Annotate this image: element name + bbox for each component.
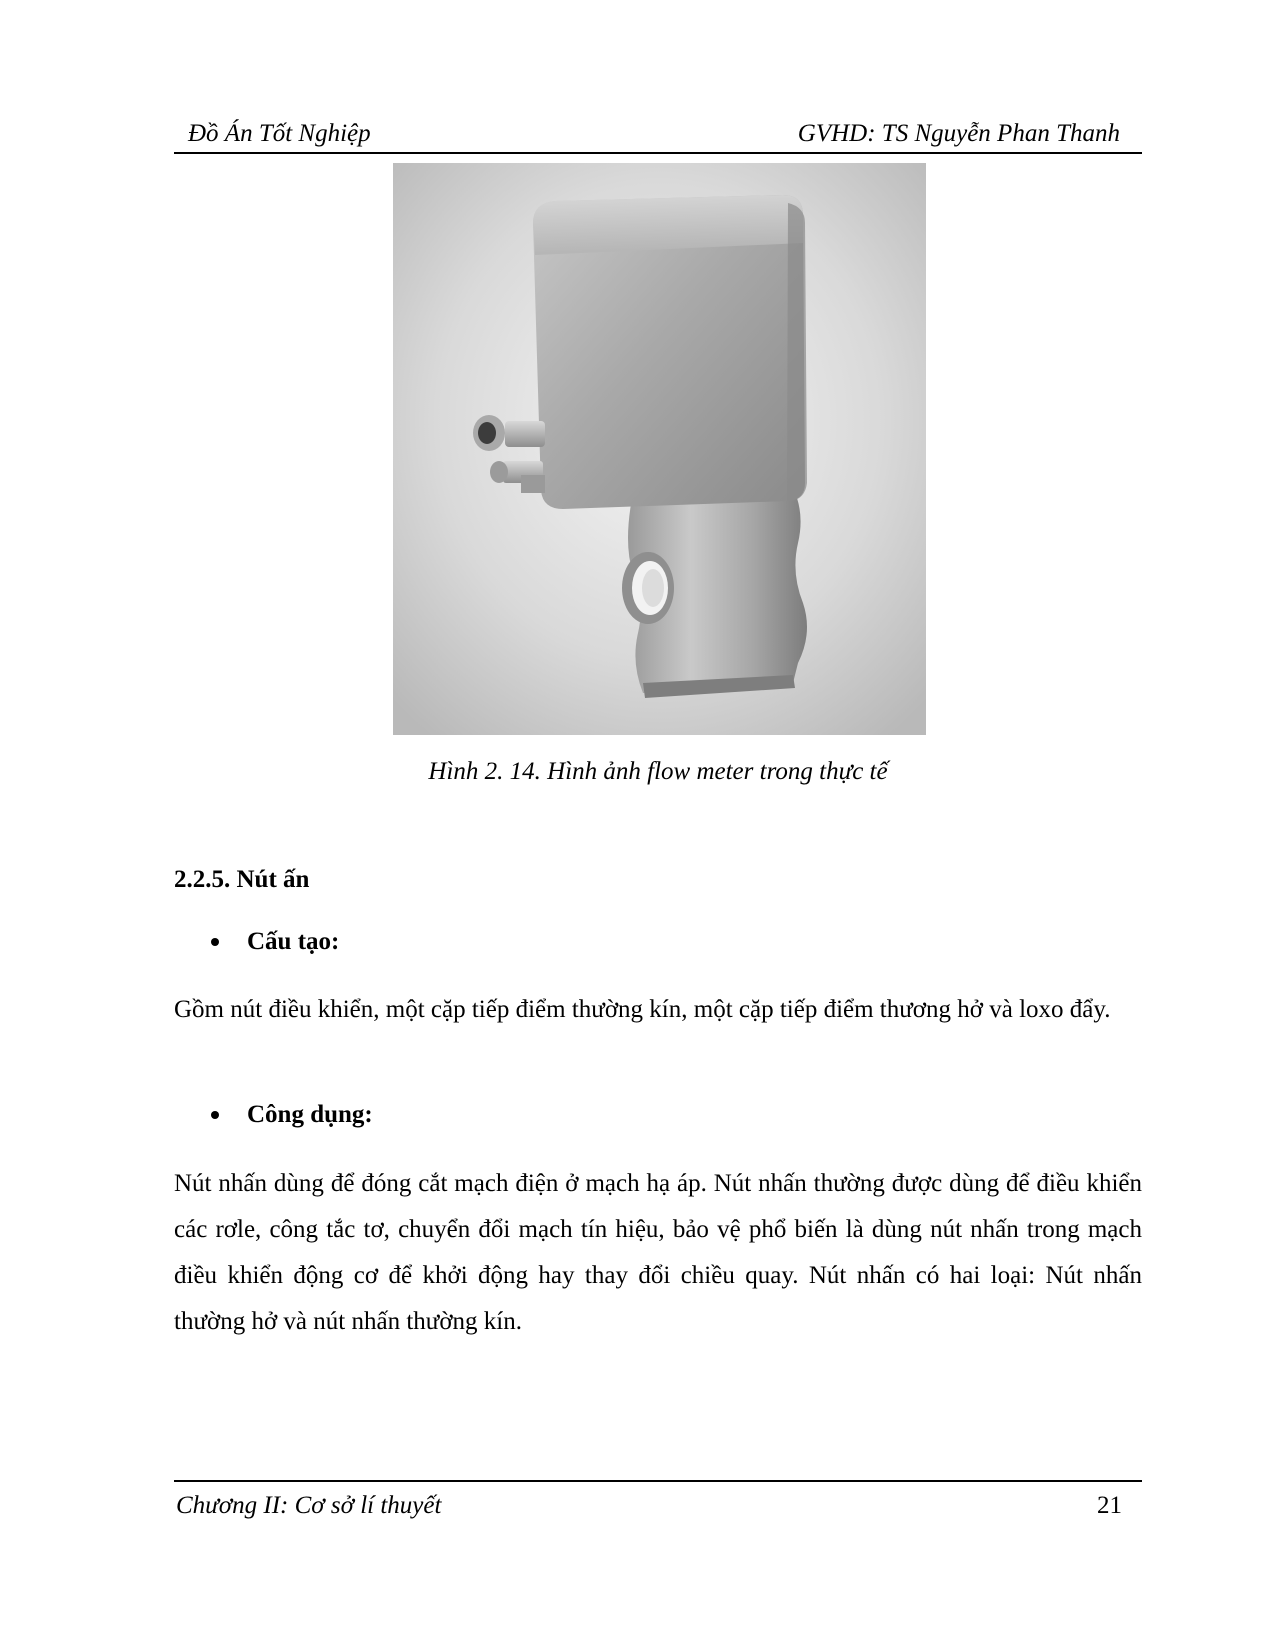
flow-meter-photo — [393, 163, 926, 735]
header-supervisor: GVHD: TS Nguyễn Phan Thanh — [797, 120, 1120, 147]
bullet-usage — [211, 1101, 373, 1129]
header-title: Đồ Án Tốt Nghiệp — [188, 120, 371, 147]
bullet-dot-icon — [211, 1111, 219, 1119]
structure-paragraph: Gồm nút điều khiển, một cặp tiếp điểm thường kín, một cặp tiếp điểm thương hở và loxo đẩy. — [174, 996, 1111, 1023]
bullet-dot-icon — [211, 938, 219, 946]
page-header — [174, 112, 1142, 154]
footer-chapter: Chương II: Cơ sở lí thuyết — [176, 1492, 442, 1519]
section-heading: 2.2.5. Nút ấn — [174, 866, 310, 893]
bullet-structure — [211, 928, 339, 956]
page-footer — [174, 1480, 1142, 1526]
page-number: 21 — [1097, 1492, 1122, 1519]
usage-paragraph: Nút nhấn dùng để đóng cắt mạch điện ở mạch hạ áp. Nút nhấn thường được dùng để điều khiển các rơle, công tắc tơ, chuyển đổi mạch tín hiệu, bảo vệ phổ biến là dùng nút nhấn trong mạch điều khiển động cơ để khởi động hay thay đổi chiều quay. Nút nhấn có hai loại: Nút nhấn thường hở và nút nhấn thường kín. — [174, 1170, 1142, 1335]
bullet-structure-title: Cấu tạo: — [247, 928, 340, 955]
figure-caption: Hình 2. 14. Hình ảnh flow meter trong thực tế — [428, 758, 888, 785]
bullet-usage-title: Công dụng: — [247, 1101, 373, 1128]
